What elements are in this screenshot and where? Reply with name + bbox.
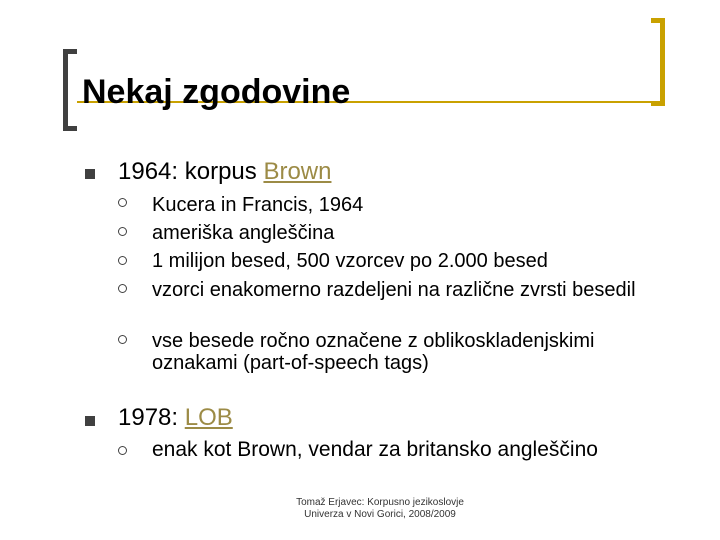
bullet-ring-icon bbox=[118, 446, 127, 455]
section-heading-1964 bbox=[118, 157, 331, 187]
title-bracket-left bbox=[63, 49, 77, 131]
section-text: 1978: bbox=[118, 404, 185, 431]
section-text: 1964: korpus bbox=[118, 158, 264, 185]
list-item: vse besede ročno označene z oblikoskladenjskimi oznakami (part-of-speech tags) bbox=[152, 330, 595, 374]
bullet-ring-icon bbox=[118, 227, 127, 236]
footer-author: Tomaž Erjavec: Korpusno jezikoslovje bbox=[296, 497, 464, 508]
list-item: enak kot Brown, vendar za britansko angleščino bbox=[152, 438, 598, 461]
footer-institution: Univerza v Novi Gorici, 2008/2009 bbox=[304, 509, 456, 520]
bullet-square-icon bbox=[85, 169, 95, 179]
bullet-ring-icon bbox=[118, 335, 127, 344]
footer bbox=[200, 497, 560, 521]
list-item: vzorci enakomerno razdeljeni na različne zvrsti besedil bbox=[152, 279, 636, 301]
lob-link[interactable]: LOB bbox=[184, 404, 233, 431]
title-bracket-right bbox=[651, 18, 665, 106]
bullet-ring-icon bbox=[118, 284, 127, 293]
list-item: 1 milijon besed, 500 vzorcev po 2.000 besed bbox=[152, 250, 548, 272]
bullet-ring-icon bbox=[118, 198, 127, 207]
section-heading-1978 bbox=[118, 403, 233, 433]
bullet-square-icon bbox=[85, 416, 95, 426]
bullet-ring-icon bbox=[118, 256, 127, 265]
brown-link[interactable]: Brown bbox=[263, 158, 332, 185]
list-item: ameriška angleščina bbox=[152, 222, 335, 244]
list-item: Kucera in Francis, 1964 bbox=[152, 194, 364, 216]
slide-title: Nekaj zgodovine bbox=[82, 73, 351, 111]
